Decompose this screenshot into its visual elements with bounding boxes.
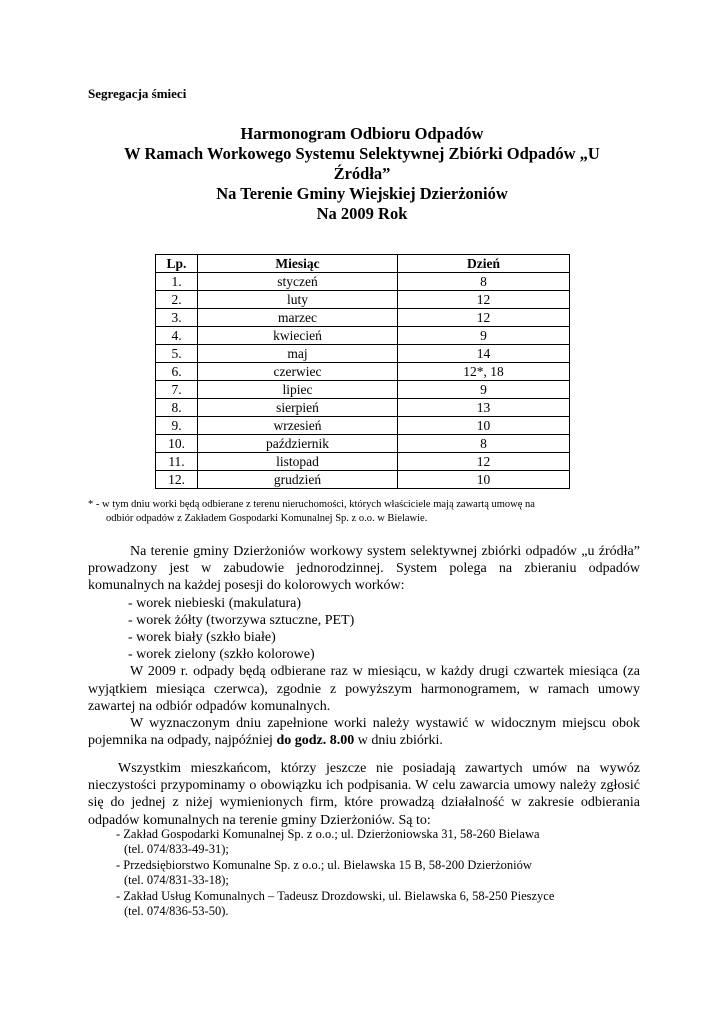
schedule-table-body: [156, 273, 570, 489]
cell-lp: 12.: [156, 471, 198, 489]
cell-day: 12: [398, 309, 570, 327]
table-row: [156, 453, 570, 471]
firm-name: - Przedsiębiorstwo Komunalne Sp. z o.o.; ul. Bielawska 15 B, 58-200 Dzierżoniów: [116, 857, 532, 872]
cell-lp: 10.: [156, 435, 198, 453]
column-header-day: Dzień: [398, 255, 570, 273]
list-item: - worek żółty (tworzywa sztuczne, PET): [128, 612, 355, 628]
title-line: Na 2009 Rok: [316, 204, 408, 223]
column-header-lp: Lp.: [156, 255, 198, 273]
title-line: Na Terenie Gminy Wiejskiej Dzierżoniów: [216, 184, 508, 203]
cell-lp: 3.: [156, 309, 198, 327]
main-text: [88, 543, 640, 749]
footnote-line: * - w tym dniu worki będą odbierane z terenu nieruchomości, których właściciele mają zawartą umowę na: [88, 499, 535, 510]
cell-month: październik: [198, 435, 398, 453]
cell-day: 13: [398, 399, 570, 417]
table-row: [156, 291, 570, 309]
cell-lp: 2.: [156, 291, 198, 309]
firm-name: - Zakład Usług Komunalnych – Tadeusz Drozdowski, ul. Bielawska 6, 58-250 Pieszyce: [116, 888, 555, 903]
cell-month: sierpień: [198, 399, 398, 417]
cell-day: 14: [398, 345, 570, 363]
contract-text: [88, 760, 640, 829]
paragraph: Wszystkim mieszkańcom, którzy jeszcze nie posiadają zawartych umów na wywóz nieczystości przypominamy o obowiązku ich podpisania. W celu zawarcia umowy należy zgłosić się do jednej z niżej wymienionych firm, które prowadzą działalność w zakresie odbierania odpadów komunalnych na terenie gminy Dzierżoniów. Są to:: [88, 761, 640, 828]
table-row: [156, 345, 570, 363]
paragraph: [88, 715, 640, 749]
cell-lp: 4.: [156, 327, 198, 345]
firm-phone: (tel. 074/836-53-50).: [124, 904, 229, 919]
cell-lp: 8.: [156, 399, 198, 417]
cell-day: 12: [398, 453, 570, 471]
table-row: [156, 363, 570, 381]
cell-month: marzec: [198, 309, 398, 327]
list-item: - worek biały (szkło białe): [128, 630, 276, 646]
footnote: [88, 498, 640, 526]
table-row: [156, 327, 570, 345]
paragraph: W 2009 r. odpady będą odbierane raz w miesiącu, w każdy drugi czwartek miesiąca (za wyjątkiem miesiąca czerwca), zgodnie z powyższym harmonogramem, w ramach umowy zawartej na odbiór odpadów komunalnych.: [88, 664, 640, 714]
paragraph-text: W wyznaczonym dniu zapełnione worki należy wystawić w widocznym miejscu obok pojemnika na odpady, najpóźniej: [88, 716, 640, 749]
title-line: W Ramach Workowego Systemu Selektywnej Zbiórki Odpadów „U: [124, 144, 600, 163]
cell-month: listopad: [198, 453, 398, 471]
cell-month: styczeń: [198, 273, 398, 291]
table-row: [156, 471, 570, 489]
cell-lp: 11.: [156, 453, 198, 471]
cell-lp: 5.: [156, 345, 198, 363]
cell-lp: 1.: [156, 273, 198, 291]
cell-day: 10: [398, 471, 570, 489]
cell-month: wrzesień: [198, 417, 398, 435]
firm-phone: (tel. 074/833-49-31);: [124, 842, 229, 857]
footnote-line: odbiór odpadów z Zakładem Gospodarki Komunalnej Sp. z o.o. w Bielawie.: [106, 513, 428, 524]
paragraph: Na terenie gminy Dzierżoniów workowy system selektywnej zbiórki odpadów „u źródła” prowadzony jest w zabudowie jednorodzinnej. System polega na zbieraniu odpadów komunalnych na każdej posesji do kolorowych worków:: [88, 544, 640, 594]
cell-day: 9: [398, 381, 570, 399]
bag-list: [88, 595, 640, 664]
section-label: Segregacja śmieci: [88, 86, 187, 101]
table-row: [156, 417, 570, 435]
firm-list: [116, 827, 554, 919]
firm-phone: (tel. 074/831-33-18);: [124, 873, 229, 888]
schedule-table: [155, 254, 570, 489]
cell-day: 12*, 18: [398, 363, 570, 381]
table-row: [156, 309, 570, 327]
cell-day: 8: [398, 273, 570, 291]
cell-day: 12: [398, 291, 570, 309]
cell-month: luty: [198, 291, 398, 309]
table-row: [156, 381, 570, 399]
paragraph-text: w dniu zbiórki.: [354, 733, 443, 749]
column-header-month: Miesiąc: [198, 255, 398, 273]
cell-day: 10: [398, 417, 570, 435]
document-title: [88, 124, 636, 224]
title-line: Źródła”: [333, 164, 391, 183]
list-item: - worek niebieski (makulatura): [128, 595, 301, 611]
firm-name: - Zakład Gospodarki Komunalnej Sp. z o.o.; ul. Dzierżoniowska 31, 58-260 Bielawa: [116, 827, 540, 841]
cell-month: lipiec: [198, 381, 398, 399]
deadline-bold: do godz. 8.00: [276, 733, 355, 749]
table-row: [156, 399, 570, 417]
cell-month: grudzień: [198, 471, 398, 489]
table-header-row: [156, 255, 570, 273]
cell-lp: 7.: [156, 381, 198, 399]
cell-day: 8: [398, 435, 570, 453]
list-item: - worek zielony (szkło kolorowe): [128, 647, 315, 663]
cell-month: maj: [198, 345, 398, 363]
cell-day: 9: [398, 327, 570, 345]
cell-month: czerwiec: [198, 363, 398, 381]
table-row: [156, 435, 570, 453]
cell-lp: 6.: [156, 363, 198, 381]
title-line: Harmonogram Odbioru Odpadów: [240, 124, 484, 143]
cell-month: kwiecień: [198, 327, 398, 345]
cell-lp: 9.: [156, 417, 198, 435]
table-row: [156, 273, 570, 291]
